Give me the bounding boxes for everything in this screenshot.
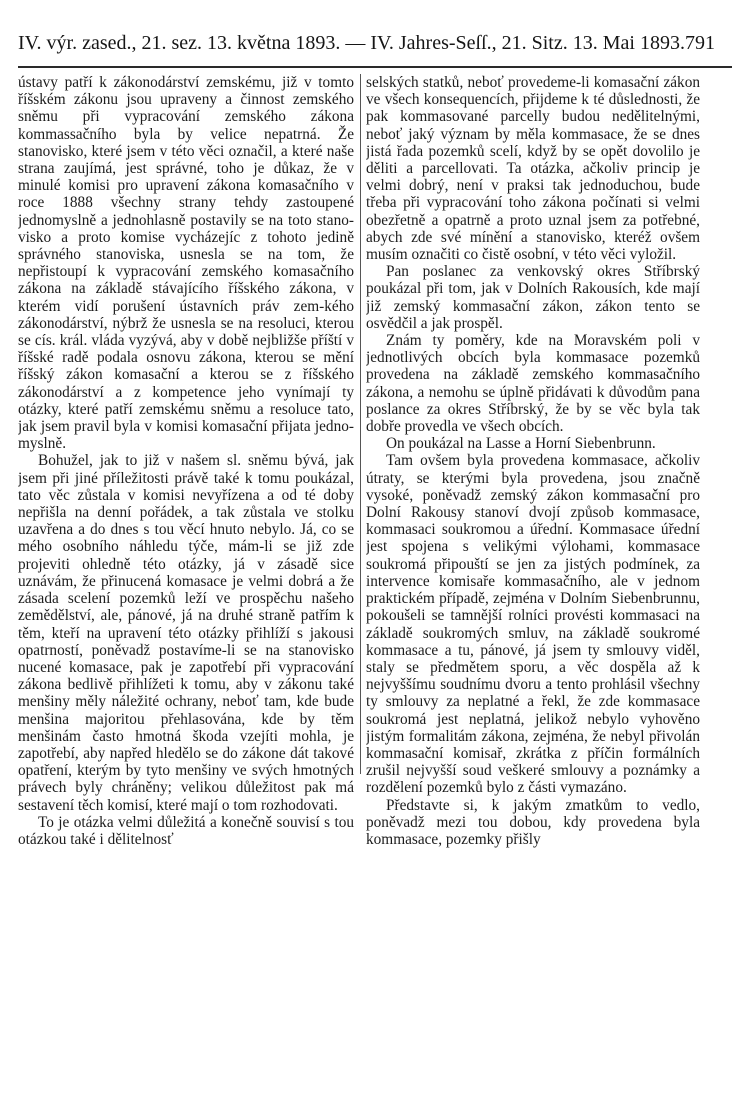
paragraph: Bohužel, jak to již v našem sl. sněmu bývá, jak jsem při jiné příležitosti právě také k tomu poukázal, tato věc zůstala v komisi nevyřízena a od té doby nepřišla na denní pořádek, a tak zůstala ve stolku uzavřena a do dnes s tou věcí hnuto nebylo. Já, co se mého osobního náhledu týče, mám-li se již zde projeviti ohledně této otázky, já v zásadě sice uznávám, že přinucená komasace je velmi dobrá a že zásada scelení pozemků leží ve prospěchu našeho zemědělství, ale, pánové, já na druhé straně patřím k těm, kteří na upravení této otázky přihlíží s jakousi opatrností, poněvadž postavíme-li se na stanovisko nucené komasace, pak je zapotřebí při vypracování zákona bedlivě přihlížeti k tomu, aby v zákonu také menšiny měly náležité ochrany, neboť tam, kde bude menšina majoritou přehlasována, kde by těm menšinám často hmotná škoda vzejíti mohla, je zapotřebí, aby napřed hledělo se do zákone dát takové opatření, kterým by tyto menšiny ve svých hmotných právech byly chráněny; velikou důležitost pak má sestavení těch komisí, které mají o tom rozhodovati. — [18, 452, 354, 814]
left-column — [18, 74, 354, 1084]
paragraph: Představte si, k jakým zmatkům to vedlo, poněvadž mezi tou dobou, kdy provedena byla kommasace, pozemky přišly — [366, 796, 700, 848]
paragraph: ústavy patří k zákonodárství zemskému, již v tomto říšském zákonu jsou upraveny a činnost zemského sněmu při vypracování zemského zákona kommassačního byla by velice nepatrná. Že stanovisko, které jsem v této věci označil, a které naše strana zaujímá, jest správné, toho je důkaz, že v minulé komisi pro upravení zákona komasačního v roce 1888 všechny strany tehdy zastoupené jednomyslně a jednohlasně postavily se na toto stanovisko a proto komise vycházejíc z tohoto jedině správného stanoviska, usnesla se na tom, že nepřistoupí k vypracování zemského komasačního zákona na základě stávajícího říšského zákona, v kterém vidí porušení ústavních práv zem-kého zákonodárství, nýbrž že usnesla se na resoluci, kterou se cís. král. vláda vyzývá, aby v době nejbližše příští v říšské radě podala osnovu zákona, kterou se mění říšský zákon komasační a kterou se z říšského zákonodárství a z kompetence jeho vynímají ty otázky, které patří zemskému sněmu a resoluce tato, jak jsem pravil byla v komisi komasační přijata jednomyslně. — [18, 74, 354, 453]
paragraph: On poukázal na Lasse a Horní Siebenbrunn. — [386, 435, 656, 453]
paragraph: Tam ovšem byla provedena kommasace, ačkoliv útraty, se kterými byla provedena, jsou značně vysoké, poněvadž zemský zákon kommasační pro Dolní Rakousy stanoví dvojí způsob kommasace, kommasaci soukromou a úřední. Kommasace úřední jest spojena s velikými výlohami, kommasace soukromá připouští se jen za jistých podmínek, za intervence komisaře kommasačního, ale v jednom praktickém případě, zejména v Dolním Siebenbrunnu, pokoušeli se tamnější rolníci provésti kommasaci na základě soukromých smluv, na základě soukromé kommasace a tu, pánové, já jsem ty smlouvy viděl, staly se předmětem sporu, a věc dospěla až k nejvyššímu soudnímu dvoru a tento prohlásil všechny ty smlouvy za neplatné a řekl, že zde kommasace soukromá jest neplatná, jelikož nebylo vyhověno jistým formalitám zákona, zejména, že nebyl přivolán kommasační komisař, zkrátka z příčin formálních zrušil nejvyšší soud veškeré smlouvy a poznámky a rozdělení pozemků bylo z části vymazáno. — [366, 452, 700, 797]
paragraph: To je otázka velmi důležitá a konečně souvisí s tou otázkou také i dělitelnosť — [18, 813, 354, 848]
paragraph: Znám ty poměry, kde na Moravském poli v jednotlivých obcích byla kommasace pozemků provedena na základě zemského kommasačního zákona, a nemohu se úplně přidávati k důvodům pana poslance za okres Stříbrský, že by se věc byla tak dobře provedla ve všech obcích. — [366, 332, 700, 436]
right-column — [366, 74, 700, 1084]
running-header — [18, 28, 732, 58]
paragraph: Pan poslanec za venkovský okres Stříbrský poukázal při tom, jak v Dolních Rakousích, kde mají již zemský kommasační zákon, zákon tento se osvědčil a jak prospěl. — [366, 263, 700, 332]
header-text: IV. výr. zased., 21. sez. 13. května 1893. — IV. Jahres-Seſſ., 21. Sitz. 13. Mai 1893. — [18, 32, 685, 54]
header-rule — [18, 66, 732, 68]
paragraph: selských statků, neboť provedeme-li komasační zákon ve všech konsequencích, přijdeme k té důslednosti, že pak kommasované parcelly budou nedělitelnými, neboť jaký význam by měla kommasace, že se dnes jistá řada pozemků scelí, když by se opět dovolilo je děliti a parcellovati. Ta otázka, ačkoliv princip je velmi dobrý, není v praksi tak jednoduchou, bude třeba při vypracování toho zákona počínati si velmi obezřetně a opatrně a proto uznal jsem za potřebné, abych zde své mínění a stanovisko, kteréž ovšem musím označiti co čistě osobní, v této věci vyložil. — [366, 74, 700, 264]
page-number: 791 — [684, 32, 715, 54]
column-divider — [360, 74, 361, 774]
